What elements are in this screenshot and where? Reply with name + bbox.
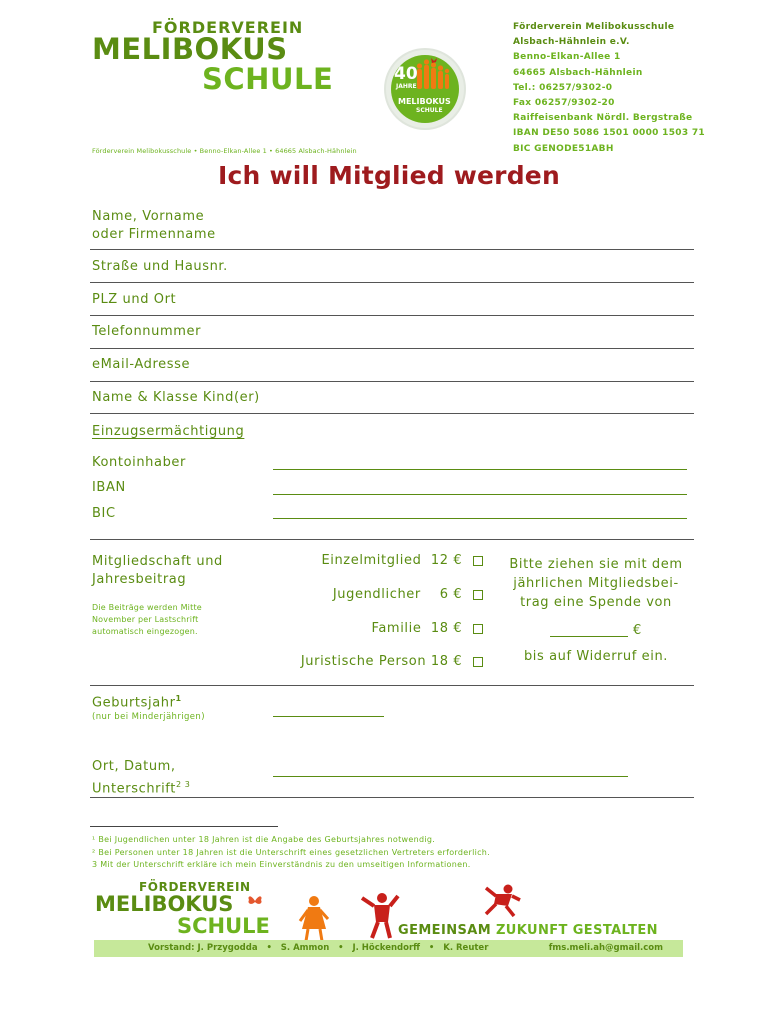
divider: [90, 315, 694, 316]
logo-line3: SCHULE: [202, 62, 334, 96]
name-input-area[interactable]: [270, 205, 694, 247]
membership-note: [92, 602, 202, 638]
org-info-line: 64665 Alsbach-Hähnlein: [513, 67, 643, 78]
sepa-heading: Einzugsermächtigung: [92, 424, 245, 439]
footer-logo-line2: MELIBOKUS: [95, 892, 234, 916]
slogan-part-1: GEMEINSAM: [398, 923, 492, 938]
logo-line1: FÖRDERVEREIN: [152, 18, 304, 37]
birth-year-label: [92, 694, 182, 710]
bic-field[interactable]: [273, 518, 687, 519]
badge-line2: SCHULE: [416, 107, 443, 114]
option-label: Jugendlicher: [332, 587, 421, 602]
phone-label: Telefonnummer: [92, 324, 202, 339]
option-label: Einzelmitglied: [321, 553, 422, 568]
membership-label: [92, 553, 223, 589]
header-logo: [92, 18, 342, 98]
footer-logo: [95, 880, 285, 940]
checkbox[interactable]: [473, 624, 483, 634]
footnote-separator: [90, 826, 278, 827]
email-label: eMail-Adresse: [92, 357, 191, 372]
name-label-line2: oder Firmenname: [92, 227, 216, 242]
footnote-3: 3 Mit der Unterschrift erkläre ich mein Einverständnis zu den umseitigen Informationen.: [92, 860, 471, 869]
option-einzelmitglied[interactable]: [321, 553, 483, 568]
badge-number: 40: [394, 64, 418, 84]
badge-line1: MELIBOKUS: [398, 97, 451, 106]
iban-label: IBAN: [92, 480, 126, 495]
bic-label: BIC: [92, 506, 116, 521]
org-info-line: Förderverein Melibokusschule: [513, 22, 675, 32]
child-label: Name & Klasse Kind(er): [92, 390, 260, 405]
checkbox[interactable]: [473, 657, 483, 667]
divider: [90, 249, 694, 250]
org-info-line: Raiffeisenbank Nördl. Bergstraße: [513, 113, 693, 124]
divider: [90, 381, 694, 382]
birth-year-note: (nur bei Minderjährigen): [92, 712, 205, 722]
badge-word: JAHRE: [396, 83, 417, 90]
signature-field[interactable]: [273, 776, 628, 777]
email-input-area[interactable]: [270, 352, 694, 378]
logo-line2: MELIBOKUS: [92, 32, 288, 66]
divider: [90, 539, 694, 540]
phone-input-area[interactable]: [270, 319, 694, 345]
divider: [90, 282, 694, 283]
org-info-line: Fax 06257/9302-20: [513, 98, 615, 109]
name-label-line1: Name, Vorname: [92, 209, 205, 224]
donation-amount-field[interactable]: [550, 636, 628, 637]
divider: [90, 348, 694, 349]
anniversary-badge: [386, 50, 464, 128]
option-label: Familie: [371, 621, 422, 636]
checkbox[interactable]: [473, 556, 483, 566]
name-label: [92, 208, 216, 244]
jumping-child-icon: [360, 892, 400, 940]
org-info: [513, 20, 753, 157]
street-input-area[interactable]: [270, 253, 694, 279]
membership-label-line2: Jahresbeitrag: [92, 572, 187, 587]
donation-line3: trag eine Spende von: [520, 595, 672, 610]
birth-year-field[interactable]: [273, 716, 384, 717]
donation-text: [498, 555, 694, 612]
checkbox[interactable]: [473, 590, 483, 600]
donation-currency: €: [633, 623, 642, 638]
child-input-area[interactable]: [270, 385, 694, 411]
footnote-2: ² Bei Personen unter 18 Jahren ist die Unterschrift eines gesetzlichen Vertreters erforderlich.: [92, 847, 491, 857]
signature-line2: Unterschrift: [92, 781, 176, 797]
membership-note-line1: Die Beiträge werden Mitte: [92, 603, 202, 612]
account-holder-label: Kontoinhaber: [92, 455, 186, 470]
option-price: 18 €: [430, 654, 463, 669]
option-price: 6 €: [439, 587, 463, 602]
board-members: Vorstand: J. Przygodda • S. Ammon • J. Höckendorff • K. Reuter: [148, 943, 489, 953]
membership-label-line1: Mitgliedschaft und: [92, 554, 223, 569]
membership-note-line3: automatisch eingezogen.: [92, 627, 198, 636]
footer-bar: [94, 940, 683, 957]
page-title: Ich will Mitglied werden: [218, 161, 560, 190]
donation-line4: bis auf Widerruf ein.: [523, 649, 669, 664]
account-holder-field[interactable]: [273, 469, 687, 470]
slogan-part-2: ZUKUNFT GESTALTEN: [495, 923, 658, 938]
org-info-line: IBAN DE50 5086 1501 0000 1503 71: [513, 128, 705, 139]
org-info-line: Tel.: 06257/9302-0: [513, 82, 613, 93]
option-price: 12 €: [430, 553, 463, 568]
divider: [90, 797, 694, 798]
org-info-line: Alsbach-Hähnlein e.V.: [513, 37, 630, 48]
butterfly-icon: [247, 894, 263, 908]
girl-figure-icon: [296, 895, 332, 941]
street-label: Straße und Hausnr.: [92, 259, 228, 274]
iban-field[interactable]: [273, 494, 687, 495]
option-juristische-person[interactable]: [301, 654, 483, 669]
sender-line: Förderverein Melibokusschule • Benno-Elkan-Allee 1 • 64665 Alsbach-Hähnlein: [92, 147, 357, 155]
birth-year-text: Geburtsjahr: [92, 695, 176, 711]
donation-line1: Bitte ziehen sie mit dem: [509, 557, 683, 572]
footnote-ref: 2 3: [175, 780, 191, 789]
running-child-icon: [482, 884, 522, 918]
footer-logo-line3: SCHULE: [177, 914, 270, 938]
org-info-line: Benno-Elkan-Allee 1: [513, 52, 621, 63]
footer-logo-line1: FÖRDERVEREIN: [139, 880, 251, 894]
divider: [90, 685, 694, 686]
slogan: [398, 923, 658, 938]
donation-line2: jährlichen Mitgliedsbei-: [513, 576, 679, 591]
footer-email: fms.meli.ah@gmail.com: [548, 943, 663, 953]
signature-label: [92, 758, 191, 798]
zip-input-area[interactable]: [270, 286, 694, 312]
footnote-ref: 1: [175, 694, 182, 703]
signature-line1: Ort, Datum,: [92, 759, 176, 774]
footnote-1: ¹ Bei Jugendlichen unter 18 Jahren ist die Angabe des Geburtsjahres notwendig.: [92, 835, 436, 844]
option-familie[interactable]: [371, 621, 483, 636]
option-price: 18 €: [430, 621, 463, 636]
divider: [90, 413, 694, 414]
option-jugendlicher[interactable]: [333, 587, 483, 602]
option-label: Juristische Person: [300, 654, 427, 669]
membership-note-line2: November per Lastschrift: [92, 615, 199, 624]
org-info-line: BIC GENODE51ABH: [513, 143, 614, 154]
footnotes: [92, 834, 490, 872]
zip-label: PLZ und Ort: [92, 292, 177, 307]
